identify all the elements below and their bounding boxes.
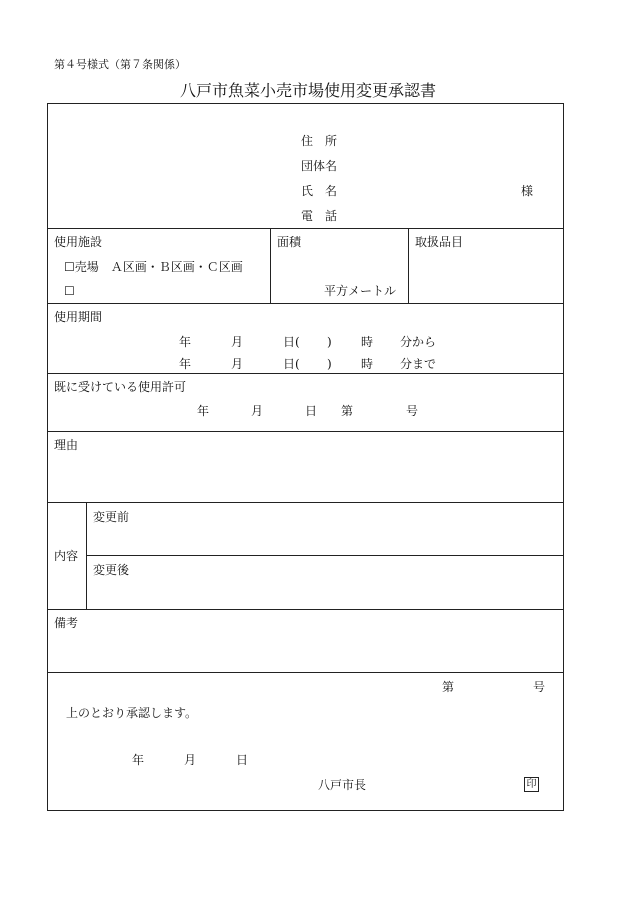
- period-from-month: 月: [231, 335, 244, 349]
- reason-label: 理由: [54, 438, 79, 452]
- period-from-year: 年: [179, 335, 192, 349]
- content-label: 内容: [54, 549, 79, 563]
- approval-date-year: 年: [132, 753, 145, 767]
- phone-label: 電 話: [301, 209, 338, 223]
- period-to-hour: 時: [361, 357, 374, 371]
- after-change-label: 変更後: [93, 563, 130, 577]
- facility-label: 使用施設: [54, 235, 103, 249]
- form-number: 第４号様式（第７条関係）: [54, 58, 186, 71]
- other-option-checkbox: ☐: [64, 284, 75, 298]
- sales-area-option: ☐売場 Ａ区画・Ｂ区画・Ｃ区画: [64, 260, 243, 274]
- period-to-day: 日(: [283, 357, 300, 371]
- remarks-label: 備考: [54, 616, 79, 630]
- approval-number-prefix: 第: [442, 680, 455, 694]
- honorific-label: 様: [521, 184, 534, 198]
- permit-year: 年: [197, 404, 210, 418]
- permit-number-prefix: 第: [341, 404, 354, 418]
- approval-date-day: 日: [236, 753, 249, 767]
- approval-date-month: 月: [184, 753, 197, 767]
- permit-number-suffix: 号: [406, 404, 419, 418]
- mayor-title: 八戸市長: [318, 778, 367, 792]
- permit-label: 既に受けている使用許可: [54, 380, 187, 394]
- period-to-minute: 分まで: [400, 357, 437, 371]
- area-unit-label: 平方メートル: [324, 284, 397, 298]
- seal-stamp: 印: [524, 777, 539, 792]
- permit-month: 月: [251, 404, 264, 418]
- area-label: 面積: [277, 235, 302, 249]
- period-to-year: 年: [179, 357, 192, 371]
- before-change-label: 変更前: [93, 510, 130, 524]
- permit-day: 日: [305, 404, 318, 418]
- period-label: 使用期間: [54, 310, 103, 324]
- period-from-minute: 分から: [400, 335, 437, 349]
- name-label: 氏 名: [301, 184, 338, 198]
- period-to-month: 月: [231, 357, 244, 371]
- items-label: 取扱品目: [415, 235, 464, 249]
- period-to-paren: ): [327, 357, 332, 371]
- address-label: 住 所: [301, 134, 338, 148]
- period-from-paren: ): [327, 335, 332, 349]
- group-name-label: 団体名: [301, 159, 338, 173]
- approval-number-suffix: 号: [533, 680, 546, 694]
- approval-statement: 上のとおり承認します。: [66, 706, 198, 720]
- period-from-hour: 時: [361, 335, 374, 349]
- form-title: 八戸市魚菜小売市場使用変更承認書: [180, 81, 437, 100]
- period-from-day: 日(: [283, 335, 300, 349]
